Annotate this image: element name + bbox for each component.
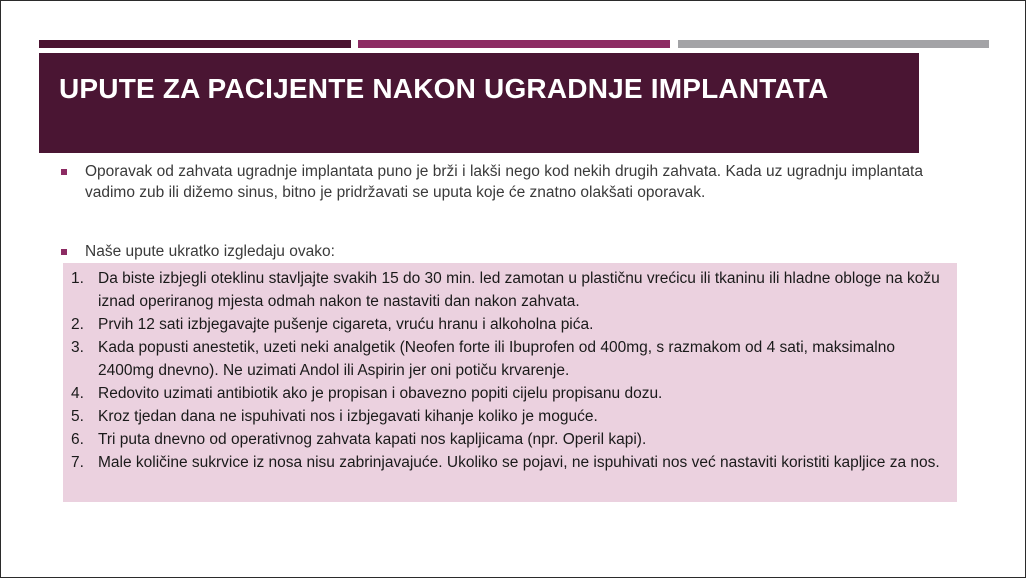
item-number: 4. <box>71 385 84 402</box>
list-item <box>63 428 943 451</box>
item-number: 1. <box>71 270 84 287</box>
bullet-intro-text: Oporavak od zahvata ugradnje implantata puno je brži i lakši nego kod nekih drugih zahvata. Kada uz ugradnju implantata vadimo zub ili dižemo sinus, bitno je pridržavati se uputa koje će znatno olakšati oporavak. <box>85 163 923 201</box>
instructions-list <box>63 267 943 474</box>
accent-bar-magenta <box>358 40 670 48</box>
item-text: Prvih 12 sati izbjegavajte pušenje cigareta, vruću hranu i alkoholna pića. <box>98 316 594 333</box>
instructions-box <box>63 263 957 502</box>
item-text: Tri puta dnevno od operativnog zahvata kapati nos kapljicama (npr. Operil kapi). <box>98 431 647 448</box>
list-item <box>63 405 943 428</box>
item-text: Male količine sukrvice iz nosa nisu zabrinjavajuće. Ukoliko se pojavi, ne ispuhivati nos već nastaviti koristiti kapljice za nos. <box>98 454 940 471</box>
item-number: 7. <box>71 454 84 471</box>
item-number: 6. <box>71 431 84 448</box>
bullet-lead-in <box>61 241 923 262</box>
item-number: 3. <box>71 339 84 356</box>
list-item <box>63 451 943 474</box>
bullet-intro <box>61 161 923 203</box>
list-item <box>63 267 943 313</box>
list-item <box>63 336 943 382</box>
item-number: 2. <box>71 316 84 333</box>
item-text: Da biste izbjegli oteklinu stavljajte svakih 15 do 30 min. led zamotan u plastičnu vrećicu ili tkaninu ili hladne obloge na kožu iznad operiranog mjesta odmah nakon te nastaviti dan nakon zahvata. <box>98 270 940 310</box>
slide-title: UPUTE ZA PACIJENTE NAKON UGRADNJE IMPLANTATA <box>59 73 829 104</box>
title-box <box>39 53 919 153</box>
accent-bar-gray <box>678 40 989 48</box>
list-item <box>63 313 943 336</box>
square-bullet-icon <box>61 249 67 255</box>
list-item <box>63 382 943 405</box>
item-text: Redovito uzimati antibiotik ako je propisan i obavezno popiti cijelu propisanu dozu. <box>98 385 663 402</box>
bullet-lead-in-text: Naše upute ukratko izgledaju ovako: <box>85 243 335 260</box>
item-text: Kada popusti anestetik, uzeti neki analgetik (Neofen forte ili Ibuprofen od 400mg, s razmakom od 4 sati, maksimalno 2400mg dnevno). Ne uzimati Andol ili Aspirin jer oni potiču krvarenje. <box>98 339 895 379</box>
square-bullet-icon <box>61 169 67 175</box>
item-number: 5. <box>71 408 84 425</box>
accent-bar-dark <box>39 40 351 48</box>
item-text: Kroz tjedan dana ne ispuhivati nos i izbjegavati kihanje koliko je moguće. <box>98 408 598 425</box>
